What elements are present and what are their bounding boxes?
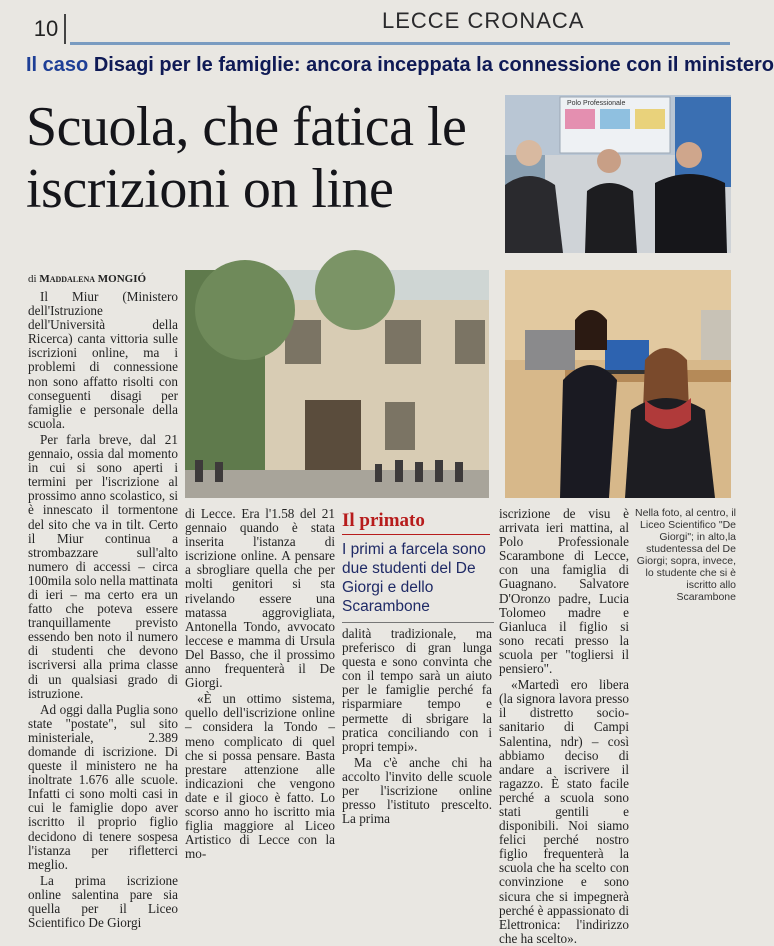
kicker-tag: Il caso [26, 54, 89, 76]
paragraph: di Lecce. Era l'1.58 del 21 gennaio quando è stata inserita l'istanza di iscrizione online. A pensare a sbrogliare quella che per molti genitori si sta rivelando essere una matassa aggrovigliata, Antonella Tondo, avvocato leccese e mamma di Ursula Del Basso, che il prossimo anno frequenterà il De Giorgi. [185, 506, 335, 691]
photo-liceo-de-giorgi [185, 270, 489, 498]
primato-title: Il primato [342, 510, 425, 531]
paragraph: Il Miur (Ministero dell'Istruzione dell'Università della Ricerca) canta vittoria sulle iscrizioni online, ma i problemi di connessione non sono affatto risolti con conseguenti disagi per famiglie e personale della scuola. [28, 289, 178, 431]
office-banner: Polo Professionale [567, 100, 626, 107]
byline [28, 273, 146, 285]
photo-caption: Nella foto, al centro, il Liceo Scientifico "De Giorgi"; in alto,la studentessa del De Giorgi; sopra, invece, lo studente che si è iscritto allo Scarambone [635, 507, 736, 603]
kicker-text: Disagi per le famiglie: ancora inceppata la connessione con il ministero [93, 54, 774, 76]
header-rule [70, 42, 730, 45]
paragraph: iscrizione de visu è arrivata ieri mattina, al Polo Professionale Scarambone di Lecce, con una famiglia di Guagnano. Salvatore D'Oronzo padre, Lucia Tolomeo madre e Gianluca il figlio si sono recati presso la scuola per "togliersi il pensiero". [499, 506, 629, 677]
article-column-4 [499, 506, 629, 946]
kicker [26, 54, 774, 77]
paragraph: Ma c'è anche chi ha accolto l'invito delle scuole per l'iscrizione online presso l'istituto prescelto. La prima [342, 754, 492, 827]
article-column-3 [342, 626, 492, 827]
paragraph: dalità tradizionale, ma preferisco di gran lunga questa e sono convinta che con il tempo sarà un aiuto per le famiglie perché fa risparmiare tempo e permette di sbrigare la pratica conciliando con i propri tempi». [342, 626, 492, 754]
byline-author: Maddalena MONGIÓ [39, 273, 147, 285]
paragraph: Ad oggi dalla Puglia sono state "postate", sul sito ministeriale, 2.389 domande di iscrizione. Di queste il ministero ne ha inoltrate 1.676 alle scuole. Infatti ci sono molti casi in cui le famiglie dopo aver iscritto il proprio figlio decidono di tenere sospesa l'istanza per rifletterci meglio. [28, 701, 178, 872]
primato-divider [342, 622, 494, 623]
photo-family-scarambone [505, 95, 731, 253]
paragraph: Per farla breve, dal 21 gennaio, ossia dal momento in cui si sono aperti i termini per l'iscrizione al prossimo anno scolastico, si è innescato il tormentone del sito che va in tilt. Certo il Miur continua a strombazzare sull'alto numero di accessi – circa 100mila solo nella mattinata di ieri – ma certo era un fatto che poteva essere tranquillamente previsto essendo ben noto il numero di studenti che devono iscriversi alla prima classe di un qualsiasi grado di istruzione. [28, 431, 178, 701]
section-title: LECCE CRONACA [382, 8, 585, 33]
article-column-2 [185, 506, 335, 862]
byline-prefix: di [28, 273, 37, 285]
primato-subtitle: I primi a farcela sono due studenti del De Giorgi e dello Scarambone [342, 541, 486, 615]
page-number: 10 [28, 14, 66, 44]
paragraph: La prima iscrizione online salentina pare sia quella per il Liceo Scientifico De Giorgi [28, 872, 178, 931]
photo-student-degiorgi [505, 270, 731, 498]
paragraph: «Martedì ero libera (la signora lavora presso il distretto socio-sanitario di Campi Salentina, ndr) – così abbiamo deciso di andare a iscrivere il ragazzo. È stato facile perché a scuola sono stati gentili e disponibili. Noi siamo felici perché nostro figlio frequenterà la scuola che ha scelto con convinzione e sono sicura che si impegnerà perché è appassionato di Elettronica: l'indirizzo che ha scelto». [499, 677, 629, 946]
article-column-1 [28, 289, 178, 931]
paragraph: «È un ottimo sistema, quello dell'iscrizione online – considera la Tondo – meno complicato di quel che si possa pensare. Basta prestare attenzione alle indicazioni che vengono date e il gioco è fatto. Lo scorso anno ho iscritto mia figlia maggiore al Liceo Artistico di Lecce con la mo- [185, 691, 335, 862]
headline: Scuola, che fatica le iscrizioni on line [26, 96, 467, 220]
primato-rule [342, 534, 490, 535]
